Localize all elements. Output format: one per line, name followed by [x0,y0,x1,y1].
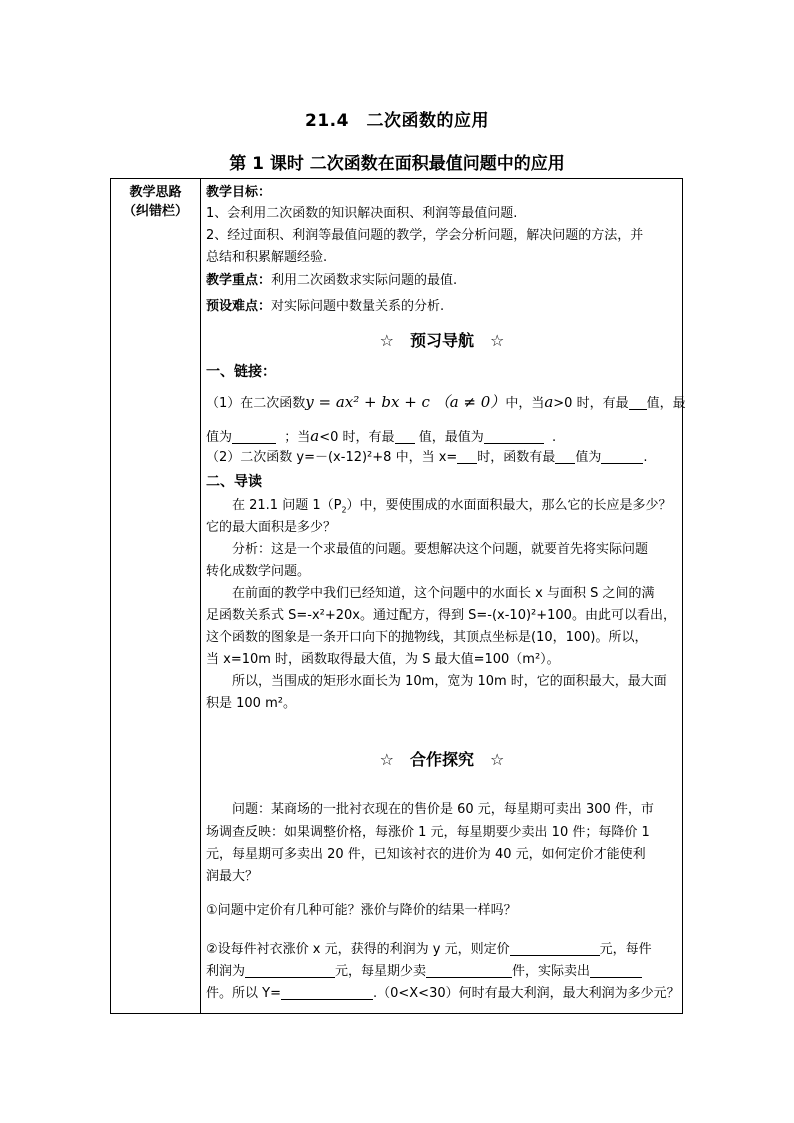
blank-function[interactable] [281,985,373,1000]
link-question-1-line-2 [206,425,678,449]
key-point-text: 利用二次函数求实际问题的最值. [271,273,458,288]
difficulty-label: 预设难点： [206,299,272,314]
explore-question-2-line-2 [206,961,678,983]
difficulty-text: 对实际问题中数量关系的分析. [271,299,445,314]
q2-line2-b: 元，每星期少卖 [335,964,427,979]
q2-line2-c: 件，实际卖出 [512,964,591,979]
blank-x-value[interactable] [457,449,477,464]
q1-text-e: 值为 [206,430,233,445]
q2-line3-b: .（0<X<30）何时有最大利润，最大利润为多少元？ [372,986,680,1001]
q1-var-a-2: a [310,427,320,445]
guide-line-10: 积是 100 m²。 [206,696,296,711]
blank-max-min-3[interactable] [555,449,575,464]
q1-text-b: 中，当 [505,396,545,411]
blank-value-3[interactable] [601,449,643,464]
q1-text-f: ；当 [284,430,311,445]
q1-text-c: >0 时，有最 [553,396,629,411]
guide-line-7: 这个函数的图象是一条开口向下的抛物线，其顶点坐标是(10，100)。所以， [206,630,648,645]
preview-section-title: ☆ 预习导航 ☆ [379,331,505,350]
guide-line-4: 转化成数学问题。 [206,564,311,579]
side-column [111,183,200,221]
guide-line-1a: 在 21.1 问题 1（P [232,498,342,513]
blank-actual-sold[interactable] [590,963,642,978]
objectives-heading: 教学目标： [206,185,272,200]
objective-item-1: 1、会利用二次函数的知识解决面积、利润等最值问题. [206,206,518,221]
q2-text-c: 值为 [575,450,602,465]
blank-value-1[interactable] [232,429,276,444]
q2-end: . [643,450,648,465]
q1-var-a: a [544,393,554,411]
guide-line-3: 分析：这是一个求最值的问题。要想解决这个问题，就要首先将实际问题 [232,542,649,557]
q2-line1-a: ②设每件衬衣涨价 x 元，获得的利润为 y 元，则定价 [206,942,510,957]
guide-line-9: 所以，当围成的矩形水面长为 10m，宽为 10m 时，它的面积最大，最大面 [232,674,667,689]
q2-text-b: 时，函数有最 [477,450,556,465]
problem-line-1: 问题：某商场的一批衬衣现在的售价是 60 元，每星期可卖出 300 件，市 [232,802,654,817]
blank-max-min-2[interactable] [395,429,415,444]
explore-section-title: ☆ 合作探究 ☆ [379,750,505,769]
q1-end: . [551,430,557,445]
q2-text-a: （2）二次函数 y=－(x-12)²+8 中，当 x= [206,450,458,465]
blank-value-2[interactable] [484,429,544,444]
q1-text-d: 值，最 [646,396,686,411]
explore-question-1: ①问题中定价有几种可能？涨价与降价的结果一样吗？ [206,903,517,918]
link-question-1-line-1 [206,391,686,415]
link-heading: 一、链接： [206,364,276,380]
q2-line1-b: 元，每件 [599,942,652,957]
lesson-subtitle: 第 1 课时 二次函数在面积最值问题中的应用 [229,154,565,174]
guide-sub: 2 [341,505,347,515]
blank-profit-per-item[interactable] [245,963,335,978]
q2-line2-a: 利润为 [206,964,246,979]
q2-line3-a: 件。所以 Y= [206,986,281,1001]
guide-line-1b: ）中，要使围成的水面面积最大，那么它的长应是多少？ [346,498,672,513]
quadratic-formula: y = ax² + bx + c （a ≠ 0） [305,393,506,411]
difficulty [206,296,678,318]
lesson-title: 21.4 二次函数的应用 [305,111,489,131]
blank-price[interactable] [510,941,600,956]
key-point-label: 教学重点： [206,273,272,288]
side-label-teaching-idea: 教学思路 [129,185,182,200]
side-label-error-column: （纠错栏） [122,204,188,219]
guide-line-2: 它的最大面积是多少？ [206,520,337,535]
lesson-table [110,178,686,1014]
blank-max-min-1[interactable] [629,395,647,410]
guide-line-5: 在前面的教学中我们已经知道，这个问题中的水面长 x 与面积 S 之间的满 [232,586,655,601]
guide-line-8: 当 x=10m 时，函数取得最大值，为 S 最大值=100（m²）。 [206,652,560,667]
column-divider [200,179,201,1013]
q1-text-h: 值，最值为 [418,430,484,445]
problem-line-3: 元，每星期可多卖出 20 件，已知该衬衣的进价为 40 元，如何定价才能使利 [206,847,646,862]
explore-question-2-line-1 [206,939,678,961]
blank-fewer-sold[interactable] [426,963,512,978]
objective-item-2-line-2: 总结和积累解题经验. [206,250,328,265]
guide-heading: 二、导读 [206,474,262,490]
explore-question-2-line-3 [206,983,678,1005]
q1-text-a: （1）在二次函数 [206,396,306,411]
problem-line-4: 润最大？ [206,869,259,884]
link-question-2 [206,447,678,469]
q1-text-g: <0 时，有最 [319,430,395,445]
problem-line-2: 场调查反映：如果调整价格，每涨价 1 元，每星期要少卖出 10 件；每降价 1 [206,825,650,840]
key-point [206,270,678,292]
objective-item-2-line-1: 2、经过面积、利润等最值问题的教学，学会分析问题，解决问题的方法，并 [206,228,644,243]
guide-line-6: 足函数关系式 S=-x²+20x。通过配方，得到 S=-(x-10)²+100。由此可以看出， [206,608,676,623]
